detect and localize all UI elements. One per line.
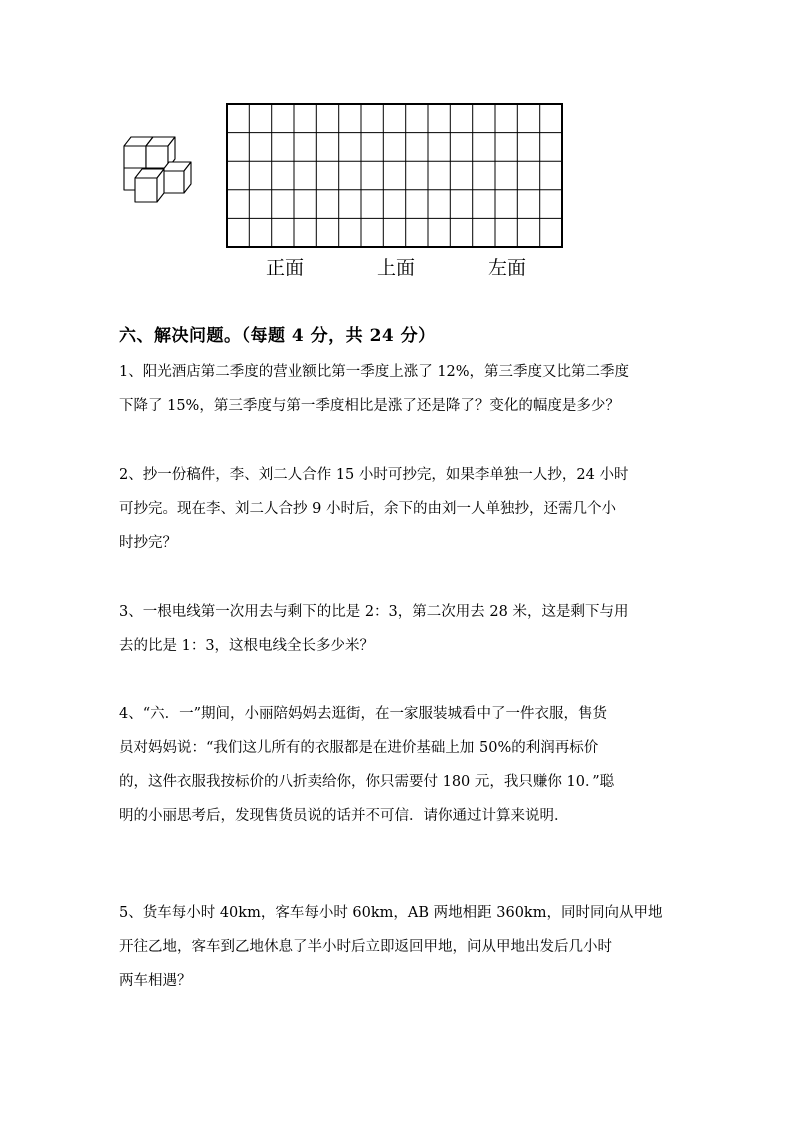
left-view-label: 左面 xyxy=(488,257,527,279)
problem-line: 1、阳光酒店第二季度的营业额比第一季度上涨了 12%，第三季度又比第二季度 xyxy=(119,364,630,380)
problem-line: 明的小丽思考后，发现售货员说的话并不可信．请你通过计算来说明． xyxy=(119,808,569,824)
cube-stack-figure xyxy=(120,130,195,210)
problem-line: 时抄完？ xyxy=(119,535,177,551)
problem-line: 开往乙地，客车到乙地休息了半小时后立即返回甲地，问从甲地出发后几小时 xyxy=(119,939,612,955)
problem-4 xyxy=(119,697,679,833)
problem-2 xyxy=(119,458,679,560)
problem-line: 3、一根电线第一次用去与剩下的比是 2：3，第二次用去 28 米，这是剩下与用 xyxy=(119,604,629,620)
problem-1 xyxy=(119,355,679,423)
top-view-label: 上面 xyxy=(377,257,416,279)
problem-line: 可抄完。现在李、刘二人合抄 9 小时后，余下的由刘一人单独抄，还需几个小 xyxy=(119,501,616,517)
problem-3 xyxy=(119,595,679,663)
problem-line: 4、“六．一”期间，小丽陪妈妈去逛街，在一家服装城看中了一件衣服，售货 xyxy=(119,706,608,722)
problem-line: 的，这件衣服我按标价的八折卖给你，你只需要付 180 元，我只赚你 10．”聪 xyxy=(119,774,615,790)
front-view-label: 正面 xyxy=(266,257,305,279)
problem-5 xyxy=(119,896,679,998)
problem-line: 下降了 15%，第三季度与第一季度相比是涨了还是降了？变化的幅度是多少？ xyxy=(119,398,620,414)
problem-line: 两车相遇？ xyxy=(119,973,192,989)
problem-line: 员对妈妈说：“我们这儿所有的衣服都是在进价基础上加 50%的利润再标价 xyxy=(119,740,599,756)
section-title: 六、解决问题。（每题 4 分，共 24 分） xyxy=(119,326,436,346)
problem-line: 2、抄一份稿件，李、刘二人合作 15 小时可抄完，如果李单独一人抄，24 小时 xyxy=(119,467,629,483)
problem-line: 去的比是 1：3，这根电线全长多少米？ xyxy=(119,638,375,654)
view-drawing-grid xyxy=(226,103,564,249)
problem-line: 5、货车每小时 40km，客车每小时 60km，AB 两地相距 360km，同时同向从甲地 xyxy=(119,905,663,921)
